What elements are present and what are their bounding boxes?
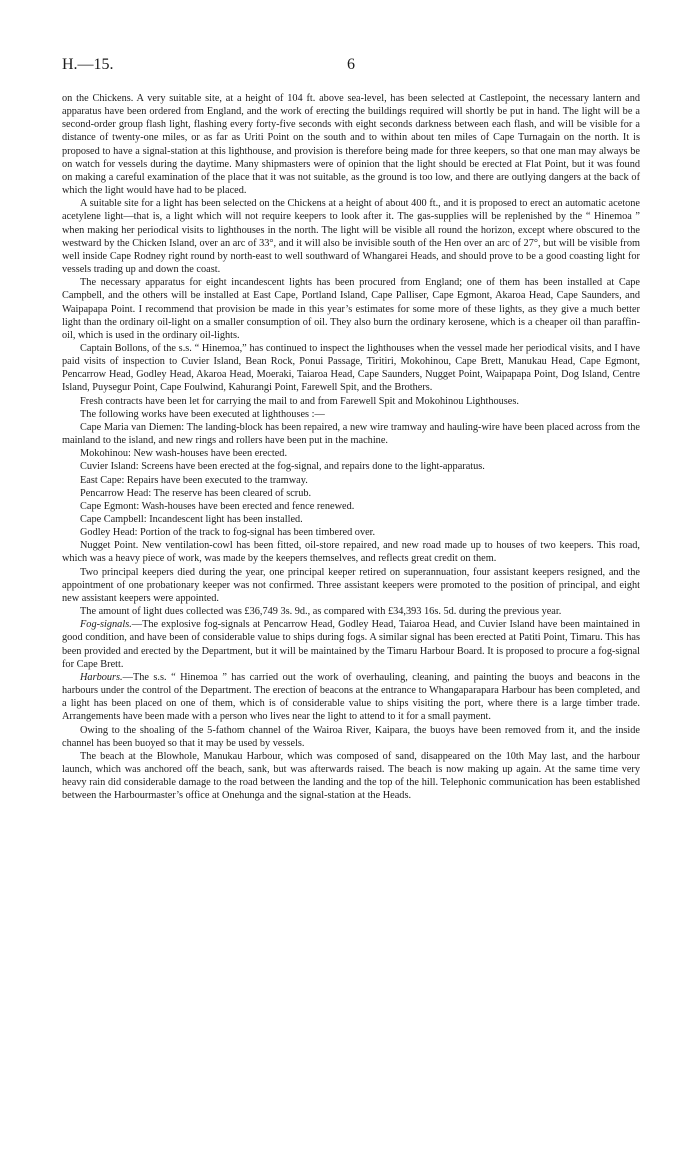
paragraph-blowhole-manukau: The beach at the Blowhole, Manukau Harbour, which was composed of sand, disappeared on the 10th May last, and the harbour launch, which was anchored off the beach, sank, but was afterwards raised. The beach is now making up again. At the same time very heavy rain did considerable damage to the road between the landing and the top of the hill. Telephonic communication has been established between the Harbourmaster’s office at Onehunga and the signal-station at the Heads. [62,750,640,802]
paragraph-mail-contracts: Fresh contracts have been let for carrying the mail to and from Farewell Spit and Mokohinou Lighthouses. [80,395,519,407]
works-item-east-cape: East Cape: Repairs have been executed to the tramway. [80,474,308,486]
works-item-cape-campbell: Cape Campbell: Incandescent light has been installed. [80,514,303,525]
page-body [62,92,640,802]
paragraph-wairoa-river: Owing to the shoaling of the 5-fathom channel of the Wairoa River, Kaipara, the buoys have been removed from it, and the inside channel has been buoyed so that it may be used by vessels. [62,724,640,749]
works-item-cape-egmont: Cape Egmont: Wash-houses have been erected and fence renewed. [80,500,355,512]
works-item-godley-head: Godley Head: Portion of the track to fog-signal has been timbered over. [80,527,376,539]
works-item-cape-maria-van-diemen: Cape Maria van Diemen: The landing-block has been repaired, a new wire tramway and hauling-wire have been placed across from the mainland to the island, and new rings and rollers have been put in the machine. [62,421,640,447]
report-reference: H.—15. [62,56,114,73]
fog-signals-text: —The explosive fog-signals at Pencarrow Head, Godley Head, Taiaroa Head, and Cuvier Island have been maintained in good condition, and have been of considerable value to ships during fogs. A similar signal has been erected at Patiti Point, Timaru. This has been provided and erected by the Department, but it will be maintained by the Timaru Harbour Board. It is proposed to procure a fog-signal for Cape Brett. [62,619,640,670]
works-item-cuvier-island: Cuvier Island: Screens have been erected at the fog-signal, and repairs done to the light-apparatus. [80,461,485,473]
harbours-text: —The s.s. “ Hinemoa ” has carried out the work of overhauling, cleaning, and painting the buoys and beacons in the harbours under the control of the Department. The erection of beacons at the entrance to Whangaparapara Harbour has been completed, and a light has been placed on one of them, which is of considerable value to ships visiting the port, where there is a large timber trade. Arrangements have been made with a person who lives near the light to attend to it for a small payment. [62,671,640,723]
paragraph-harbours [62,671,640,724]
page-number: 6 [347,56,355,73]
paragraph-works-intro: The following works have been executed at lighthouses :— [80,408,325,420]
harbours-heading: Harbours. [80,671,123,683]
paragraph-chickens-light: A suitable site for a light has been selected on the Chickens at a height of about 400 ft., and it is proposed to erect an automatic acetone acetylene light—that is, a light which will not require keepers to look after it. The gas-supplies will be replenished by the “ Hinemoa ” when making her periodical visits to lighthouses in the north. The light will be visible all round the horizon, except where obscured to the westward by the Chicken Island, over an arc of 33°, and it will also be invisible south of the Hen over an arc of 27°, but will be visible from well inside Cape Rodney right round by north-east to well southward of Whangarei Heads, and should prove to be a good coasting light for vessels trading up and down the coast. [62,198,640,276]
paragraph-fog-signals [62,618,640,671]
works-item-nugget-point: Nugget Point. New ventilation-cowl has been fitted, oil-store repaired, and new road made up to houses of two keepers. This road, which was a heavy piece of work, was made by the keepers themselves, and reflects great credit on them. [62,540,640,565]
paragraph-keepers: Two principal keepers died during the year, one principal keeper retired on superannuation, four assistant keepers resigned, and the appointment of one probationary keeper was not confirmed. Three assistant keepers were promoted to the position of principal, and eight new assistant keepers were appointed. [62,566,640,604]
works-item-pencarrow-head: Pencarrow Head: The reserve has been cleared of scrub. [80,487,312,499]
works-item-mokohinou: Mokohinou: New wash-houses have been erected. [80,448,288,460]
paragraph-light-dues: The amount of light dues collected was £36,749 3s. 9d., as compared with £34,393 16s. 5d. during the previous year. [80,606,562,618]
paragraph-chickens-castlepoint: on the Chickens. A very suitable site, at a height of 104 ft. above sea-level, has been selected at Castlepoint, the necessary lantern and apparatus have been ordered from England, and the work of erecting the buildings required will shortly be put in hand. The light will be a second-order group flash light, flashing every forty-five seconds with eight seconds darkness between each flash, and will be visible for a distance of twenty-one miles, or as far as Uriti Point on the south and to within about ten miles of Cape Turnagain on the north. It is proposed to have a signal-station at this lighthouse, and provision is therefore being made for three keepers, so that one man may always be on watch for vessels during the daytime. Many shipmasters were of opinion that the light should be erected at Flat Point, but it was found on making a careful examination of the place that it was not suitable, as the ground is too low, and there are outlying dangers at the back of which the light would have had to be placed. [62,93,640,197]
page-header [62,56,662,78]
paragraph-inspections: Captain Bollons, of the s.s. “ Hinemoa,” has continued to inspect the lighthouses when the vessel made her periodical visits, and I have paid visits of inspection to Cuvier Island, Bean Rock, Ponui Passage, Tiritiri, Mokohinou, Cape Brett, Manukau Head, Cape Egmont, Pencarrow Head, Godley Head, Akaroa Head, Moeraki, Taiaroa Head, Cape Saunders, Nugget Point, Waipapapa Point, Dog Island, Centre Island, Puysegur Point, Cape Foulwind, Kahurangi Point, Farewell Spit, and the Brothers. [62,342,640,394]
paragraph-incandescent-lights: The necessary apparatus for eight incandescent lights has been procured from England; one of them has been installed at Cape Campbell, and the others will be installed at East Cape, Portland Island, Cape Palliser, Cape Egmont, Akaroa Head, Cape Saunders, and Waipapapa Point. I recommend that provision be made in this year’s estimates for some more of these lights, as they give a much better light than the ordinary oil-light on a smaller consumption of oil. They also burn the ordinary kerosene, which is a cheaper oil than paraffin-oil, which is used in the ordinary oil-lights. [62,277,640,341]
fog-signals-heading: Fog-signals. [80,619,132,631]
